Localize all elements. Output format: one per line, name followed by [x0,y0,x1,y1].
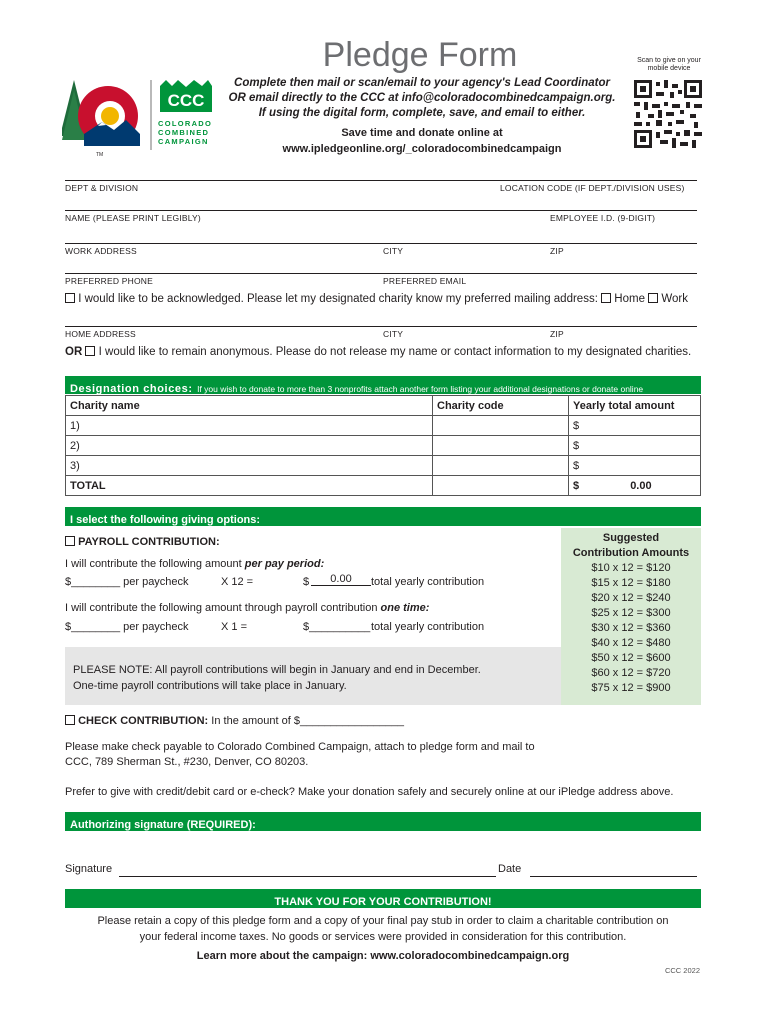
suggested-item: $60 x 12 = $720 [591,667,671,679]
giving-options-header: I select the following giving options: [65,507,701,526]
page-title: Pledge Form [322,36,518,74]
home-zip-label: ZIP [550,329,564,339]
svg-text:CCC: CCC [167,91,205,110]
col-charity-name: Charity name [66,396,433,416]
home-city-input[interactable] [383,310,543,326]
learn-more-link[interactable]: Learn more about the campaign: www.coloradocombinedcampaign.org [196,950,570,962]
employee-id-label: EMPLOYEE I.D. (9-DIGIT) [550,213,656,223]
signature-input[interactable] [119,858,496,876]
signature-header: Authorizing signature (REQUIRED): [65,812,701,831]
suggested-amounts: Suggested Contribution Amounts $10 x 12 = $120 $15 x 12 = $180 $20 x 12 = $240 $25 x 12 = $300 $30 x 12 = $360 $40 x 12 = $480 $50 x 12 = $600 $60 x 12 = $720 $75 x 12 = $900 [561,528,701,705]
check-checkbox[interactable] [65,715,75,725]
check-instructions: Please make check payable to Colorado Combined Campaign, attach to pledge form and mail to CCC, 789 Sherman St., #230, Denver, CO 80203. [65,741,535,768]
location-label: LOCATION CODE (IF DEPT./DIVISION USES) [500,183,685,193]
work-address-label: WORK ADDRESS [65,246,137,256]
charity-name-2[interactable]: 2) [66,436,433,456]
suggested-item: $20 x 12 = $240 [591,592,671,604]
table-row [66,456,701,476]
scan-text: Scan to give on your mobile device [637,57,701,72]
charity-table [65,395,701,496]
charity-name-1[interactable]: 1) [66,416,433,436]
table-header-row [66,396,701,416]
signature-line [119,876,496,877]
signature-label: Signature [65,863,113,875]
city-label: CITY [383,246,404,256]
instructions: Complete then mail or scan/email to your agency's Lead Coordinator OR email directly to the CCC at info@coloradocombinedcampaign.org. If using the digital form, complete, save, and email to either. [228,77,616,119]
per-period-text: I will contribute the following amount per pay period: [65,558,325,570]
payroll-row: PAYROLL CONTRIBUTION: [65,536,220,548]
name-label: NAME (PLEASE PRINT LEGIBLY) [65,213,201,223]
designation-header: Designation choices: If you wish to donate to more than 3 nonprofits attach another form listing your additional designations or donate online [65,376,701,394]
phone-label: PREFERRED PHONE [65,276,154,286]
retain-note: Please retain a copy of this pledge form and a copy of your final pay stub in order to claim a charitable contribution on your federal income taxes. No goods or services were provided in consideration for this contribution. [97,915,669,943]
per-period-row: $________ per paycheck X 12 = $ 0.00 total yearly contribution [65,573,485,588]
acknowledge-checkbox[interactable] [65,293,75,303]
home-address-input[interactable] [65,310,375,326]
suggested-item: $30 x 12 = $360 [591,622,671,634]
logo-word-combined: COMBINED [158,128,210,137]
yearly-total-field[interactable]: 0.00 [311,573,371,586]
per-paycheck-input[interactable]: $________ per paycheck [65,576,189,588]
anonymous-checkbox[interactable] [85,346,95,356]
employee-id-input[interactable] [550,194,697,210]
logo-word-campaign: CAMPAIGN [158,137,209,146]
suggested-item: $75 x 12 = $900 [591,682,671,694]
phone-input[interactable] [65,257,375,273]
table-row [66,436,701,456]
logo-divider [150,80,152,150]
check-amount-input[interactable]: In the amount of $_________________ [211,715,404,727]
acknowledge-row: I would like to be acknowledged. Please let my designated charity know my preferred mailing address: Home Work [65,293,688,305]
colorado-logo [62,76,142,158]
suggested-item: $25 x 12 = $300 [591,607,671,619]
pledge-url[interactable]: www.ipledgeonline.org/_coloradocombinedcampaign [282,143,562,155]
date-input[interactable] [530,858,697,876]
svg-text:TM: TM [96,152,104,158]
ccc-logo [158,78,218,148]
date-line [530,876,697,877]
home-address-label: HOME ADDRESS [65,329,136,339]
suggested-item: $15 x 12 = $180 [591,577,671,589]
anonymous-row: OR I would like to remain anonymous. Please do not release my name or contact information to my designated charities. [65,346,692,358]
colorado-c-icon [62,76,142,158]
home-checkbox[interactable] [601,293,611,303]
work-checkbox[interactable] [648,293,658,303]
charity-code-3[interactable] [433,456,569,476]
city-input[interactable] [383,227,543,243]
charity-code-1[interactable] [433,416,569,436]
online-option-text: Prefer to give with credit/debit card or e-check? Make your donation safely and securely online at our iPledge address above. [65,786,674,798]
table-row [66,416,701,436]
work-address-input[interactable] [65,227,375,243]
name-input[interactable] [65,194,545,210]
check-row: CHECK CONTRIBUTION: In the amount of $_________________ [65,715,404,727]
email-label: PREFERRED EMAIL [383,276,467,286]
dept-input[interactable] [65,164,495,180]
amount-3[interactable]: $ [569,456,701,476]
zip-label: ZIP [550,246,564,256]
payroll-note: PLEASE NOTE: All payroll contributions will begin in January and end in December. One-time payroll contributions will take place in January. [65,647,561,705]
suggested-item: $50 x 12 = $600 [591,652,671,664]
home-zip-input[interactable] [550,310,697,326]
logo-word-colorado: COLORADO [158,119,213,128]
zip-input[interactable] [550,227,697,243]
form-code: CCC 2022 [664,966,700,975]
one-time-row: $________ per paycheck X 1 = $__________ total yearly contribution [65,621,485,633]
amount-2[interactable]: $ [569,436,701,456]
qr-code-icon [634,80,702,148]
suggested-item: $10 x 12 = $120 [591,562,671,574]
one-time-total-field[interactable]: $__________ [303,621,371,633]
total-amount: $ 0.00 [569,476,701,496]
col-yearly-amount: Yearly total amount [569,396,701,416]
suggested-item: $40 x 12 = $480 [591,637,671,649]
payroll-checkbox[interactable] [65,536,75,546]
dept-label: DEPT & DIVISION [65,183,139,193]
charity-name-3[interactable]: 3) [66,456,433,476]
amount-1[interactable]: $ [569,416,701,436]
charity-code-2[interactable] [433,436,569,456]
total-row [66,476,701,496]
col-charity-code: Charity code [433,396,569,416]
one-time-text: I will contribute the following amount through payroll contribution one time: [65,602,430,614]
email-input[interactable] [383,257,697,273]
qr-code[interactable] [634,80,702,148]
home-city-label: CITY [383,329,404,339]
online-callout: Save time and donate online at www.ipledgeonline.org/_coloradocombinedcampaign [212,125,632,157]
thanks-banner: THANK YOU FOR YOUR CONTRIBUTION! [65,889,701,908]
one-time-paycheck-input[interactable]: $________ per paycheck [65,621,189,633]
total-label: TOTAL [66,476,433,496]
location-input[interactable] [500,164,697,180]
ccc-mountain-icon [158,78,214,112]
date-label: Date [498,863,522,875]
